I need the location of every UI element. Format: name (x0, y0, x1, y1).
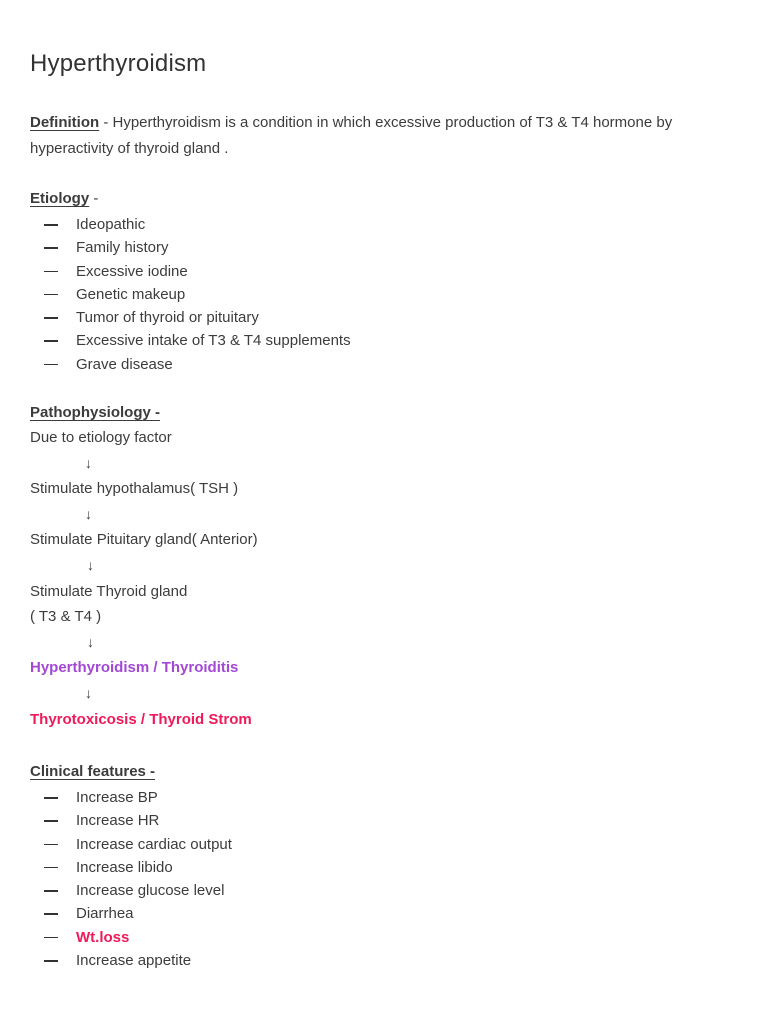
list-item-label-highlight-red: Wt.loss (76, 928, 130, 946)
dash-bullet-icon (44, 937, 58, 939)
dash-bullet-icon (44, 340, 58, 342)
list-item (30, 926, 232, 949)
etiology-heading-suffix: - (89, 190, 99, 207)
list-item-label: Excessive intake of T3 & T4 supplements (76, 332, 351, 350)
list-item (30, 306, 351, 329)
clinical-features-list (30, 786, 232, 972)
flow-step: Due to etiology factor (30, 429, 172, 446)
flow-step: Stimulate Thyroid gland (30, 582, 188, 600)
list-item-label: Increase libido (76, 858, 173, 876)
list-item (30, 949, 232, 972)
clinical-features-heading: Clinical features - (30, 763, 156, 780)
list-item-label: Ideopathic (76, 216, 146, 233)
dash-bullet-icon (44, 364, 58, 366)
flow-step: Stimulate Pituitary gland( Anterior) (30, 531, 258, 549)
dash-bullet-icon (44, 913, 58, 915)
dash-bullet-icon (44, 317, 58, 319)
etiology-heading: Etiology (30, 190, 90, 207)
list-item-label: Increase HR (76, 812, 160, 830)
list-item (30, 786, 232, 809)
list-item-label: Increase glucose level (76, 882, 225, 900)
dash-bullet-icon (44, 797, 58, 799)
down-arrow-icon: ↓ (85, 454, 92, 471)
list-item-label: Tumor of thyroid or pituitary (76, 309, 259, 327)
down-arrow-icon: ↓ (85, 684, 92, 701)
clinical-features-section-header (30, 761, 155, 783)
pathophysiology-section-header (30, 402, 160, 424)
definition-text: - Hyperthyroidism is a condition in which excessive production of T3 & T4 hormone by hyperactivity of thyroid gland . (30, 114, 673, 157)
dash-bullet-icon (44, 271, 58, 273)
flow-step: ( T3 & T4 ) (30, 608, 102, 626)
list-item-label: Increase appetite (76, 952, 192, 970)
down-arrow-icon: ↓ (87, 556, 94, 573)
down-arrow-icon: ↓ (87, 633, 94, 650)
list-item-label: Increase cardiac output (76, 835, 232, 853)
page-title: Hyperthyroidism (30, 50, 207, 77)
list-item (30, 902, 232, 925)
dash-bullet-icon (44, 960, 58, 962)
list-item (30, 833, 232, 856)
dash-bullet-icon (44, 867, 58, 869)
list-item-label: Excessive iodine (76, 262, 188, 280)
etiology-list (30, 213, 351, 376)
list-item (30, 856, 232, 879)
dash-bullet-icon (44, 294, 58, 296)
pathophysiology-heading: Pathophysiology - (30, 404, 161, 421)
dash-bullet-icon (44, 820, 58, 822)
flow-step-highlight-red: Thyrotoxicosis / Thyroid Strom (30, 710, 252, 728)
list-item (30, 213, 351, 236)
etiology-section-header (30, 188, 98, 210)
pathophysiology-flow (30, 425, 258, 732)
down-arrow-icon: ↓ (85, 505, 92, 522)
list-item-label: Genetic makeup (76, 285, 186, 303)
flow-step-highlight-purple: Hyperthyroidism / Thyroiditis (30, 659, 239, 677)
list-item (30, 283, 351, 306)
dash-bullet-icon (44, 890, 58, 892)
dash-bullet-icon (44, 224, 58, 226)
list-item (30, 879, 232, 902)
flow-step: Stimulate hypothalamus( TSH ) (30, 480, 239, 498)
list-item-label: Grave disease (76, 355, 173, 373)
list-item (30, 236, 351, 259)
list-item (30, 353, 351, 376)
dash-bullet-icon (44, 247, 58, 249)
list-item-label: Diarrhea (76, 905, 134, 923)
definition-paragraph (30, 110, 745, 161)
list-item (30, 809, 232, 832)
list-item (30, 260, 351, 283)
list-item-label: Family history (76, 239, 169, 257)
list-item-label: Increase BP (76, 789, 158, 806)
list-item (30, 329, 351, 352)
definition-heading: Definition (30, 114, 100, 131)
dash-bullet-icon (44, 844, 58, 846)
